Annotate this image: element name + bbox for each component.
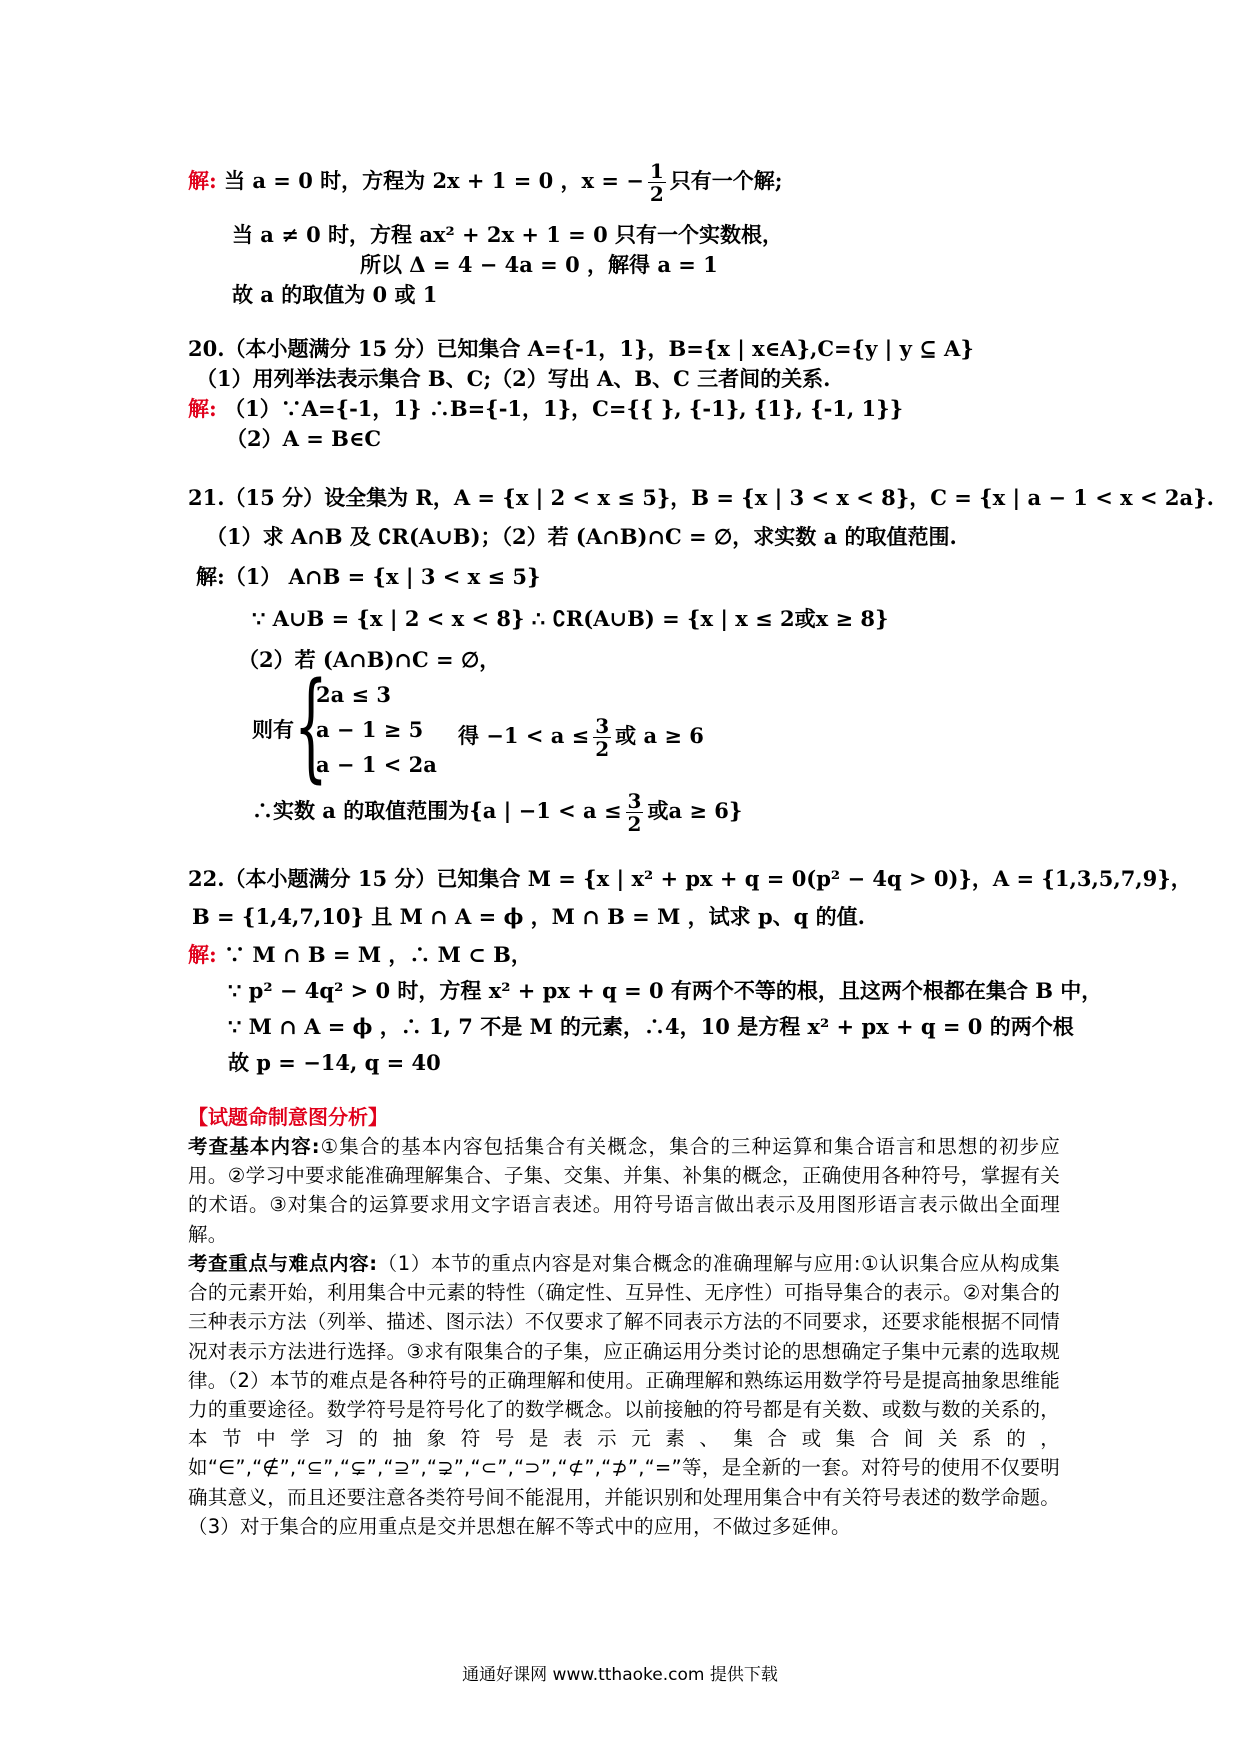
q19-line1 (188, 160, 783, 205)
q22-solution-1 (188, 940, 532, 970)
analysis-basic-text: ①集合的基本内容包括集合有关概念，集合的三种运算和集合语言和思想的初步应用。②学习中要求能准确理解集合、子集、交集、并集、补集的概念，正确使用各种符号，掌握有关的术语。③对集合的运算要求用文字语言表述。用符号语言做出表示及用图形语言表示做出全面理解。 (188, 1135, 1060, 1246)
fraction-numerator: 3 (595, 714, 610, 738)
q21-solution-2: ∵ A∪B = {x | 2 < x < 8} ∴ ∁R(A∪B) = {x | x ≤ 2或x ≥ 8} (252, 606, 889, 631)
q20-solution-1 (188, 394, 903, 424)
fraction-numerator: 1 (649, 159, 664, 183)
q21-result (458, 715, 704, 760)
page-footer: 通通好课网 www.tthaoke.com 提供下载 (462, 1665, 778, 1685)
q21-solution-3: （2）若 (A∩B)∩C = ∅， (238, 647, 501, 672)
q21-result-b: 或 a ≥ 6 (615, 723, 704, 748)
q21-result-a: 得 −1 < a ≤ (458, 723, 590, 748)
q21-system-eq2: a − 1 ≥ 5 (316, 717, 424, 742)
fraction (593, 715, 611, 760)
analysis-title: 【试题命制意图分析】 (188, 1105, 388, 1129)
analysis-key-paragraph (188, 1249, 1060, 1541)
analysis-basic-label: 考查基本内容: (188, 1135, 320, 1158)
q22-solution-4: 故 p = −14, q = 40 (228, 1050, 441, 1075)
analysis-key-text: （1）本节的重点内容是对集合概念的准确理解与应用:①认识集合应从构成集合的元素开始，利用集合中元素的特性（确定性、互异性、无序性）可指导集合的表示。②对集合的三种表示方法（列举、描述、图示法）不仅要求了解不同表示方法的不同要求，还要求能根据不同情况对表示方法进行选择。③求有限集合的子集，应正确运用分类讨论的思想确定子集中元素的选取规律。（2）本节的难点是各种符号的正确理解和使用。正确理解和熟练运用数学符号是提高抽象思维能力的重要途径。数学符号是符号化了的数学概念。以前接触的符号都是有关数、或数与数的关系的，本节中学习的抽象符号是表示元素、集合或集合间关系的，如“∈”,“∉”,“⊆”,“⊊”,“⊇”,“⊋”,“⊂”,“⊃”,“⊄”,“⊅”,“=”等，是全新的一套。对符号的使用不仅要明确其意义，而且还要注意各类符号间不能混用，并能识别和处理用集合中有关符号表述的数学命题。（3）对于集合的应用重点是交并思想在解不等式中的应用，不做过多延伸。 (188, 1252, 1060, 1538)
q20-subquestions: （1）用列举法表示集合 B、C;（2）写出 A、B、C 三者间的关系. (196, 366, 831, 391)
solution-label: 解: (188, 168, 217, 193)
q21-then-label: 则有 (252, 717, 294, 742)
q20-solution-1-text: （1）∵A={-1，1} ∴B={-1，1}，C={{ }, {-1}, {1}, {-1, 1}} (224, 396, 904, 421)
q20-title: 20.（本小题满分 15 分）已知集合 A={-1，1}，B={x | x∈A},C={y | y ⊆ A} (188, 336, 974, 361)
q22-solution-1-text: ∵ M ∩ B = M ，∴ M ⊂ B， (224, 942, 532, 967)
solution-label: 解: (188, 396, 217, 421)
fraction (648, 160, 666, 205)
q19-line2: 当 a ≠ 0 时，方程 ax² + 2x + 1 = 0 只有一个实数根， (232, 222, 784, 247)
q22-solution-3: ∵ M ∩ A = ϕ ，∴ 1, 7 不是 M 的元素，∴4，10 是方程 x² + px + q = 0 的两个根 (228, 1014, 1074, 1039)
q22-title-2: B = {1,4,7,10} 且 M ∩ A = ϕ ，M ∩ B = M ，试求 p、q 的值. (192, 904, 865, 929)
system-brace: { (294, 656, 328, 794)
fraction-denominator: 2 (595, 737, 610, 761)
q20-solution-2: （2）A = B∈C (226, 426, 382, 451)
q21-subquestions: （1）求 A∩B 及 ∁R(A∪B)；（2）若 (A∩B)∩C = ∅，求实数 a 的取值范围. (206, 524, 957, 549)
fraction-numerator: 3 (627, 789, 642, 813)
q19-text-a: 当 a = 0 时，方程为 2x + 1 = 0 ，x = − (224, 168, 644, 193)
q21-system-eq1: 2a ≤ 3 (316, 682, 392, 707)
solution-label: 解: (188, 942, 217, 967)
q22-solution-2: ∵ p² − 4q² > 0 时，方程 x² + px + q = 0 有两个不等的根，且这两个根都在集合 B 中， (228, 978, 1103, 1003)
fraction (626, 790, 644, 835)
q21-title: 21.（15 分）设全集为 R，A = {x | 2 < x ≤ 5}，B = {x | 3 < x < 8}，C = {x | a − 1 < x < 2a}. (188, 485, 1214, 510)
q21-solution-1: 解:（1） A∩B = {x | 3 < x ≤ 5} (196, 564, 541, 589)
q21-final-a: ∴实数 a 的取值范围为{a | −1 < a ≤ (252, 798, 622, 823)
q19-text-b: 只有一个解; (669, 168, 783, 193)
q21-system-eq3: a − 1 < 2a (316, 752, 437, 777)
q22-title: 22.（本小题满分 15 分）已知集合 M = {x | x² + px + q = 0(p² − 4q > 0)}，A = {1,3,5,7,9}， (188, 866, 1192, 891)
q21-final (252, 790, 742, 835)
q21-final-b: 或a ≥ 6} (647, 798, 743, 823)
fraction-denominator: 2 (627, 812, 642, 836)
q19-line3: 所以 Δ = 4 − 4a = 0 ，解得 a = 1 (360, 252, 718, 277)
q19-line4: 故 a 的取值为 0 或 1 (232, 282, 438, 307)
analysis-basic-paragraph (188, 1132, 1060, 1249)
fraction-denominator: 2 (649, 182, 664, 206)
analysis-key-label: 考查重点与难点内容: (188, 1252, 378, 1275)
